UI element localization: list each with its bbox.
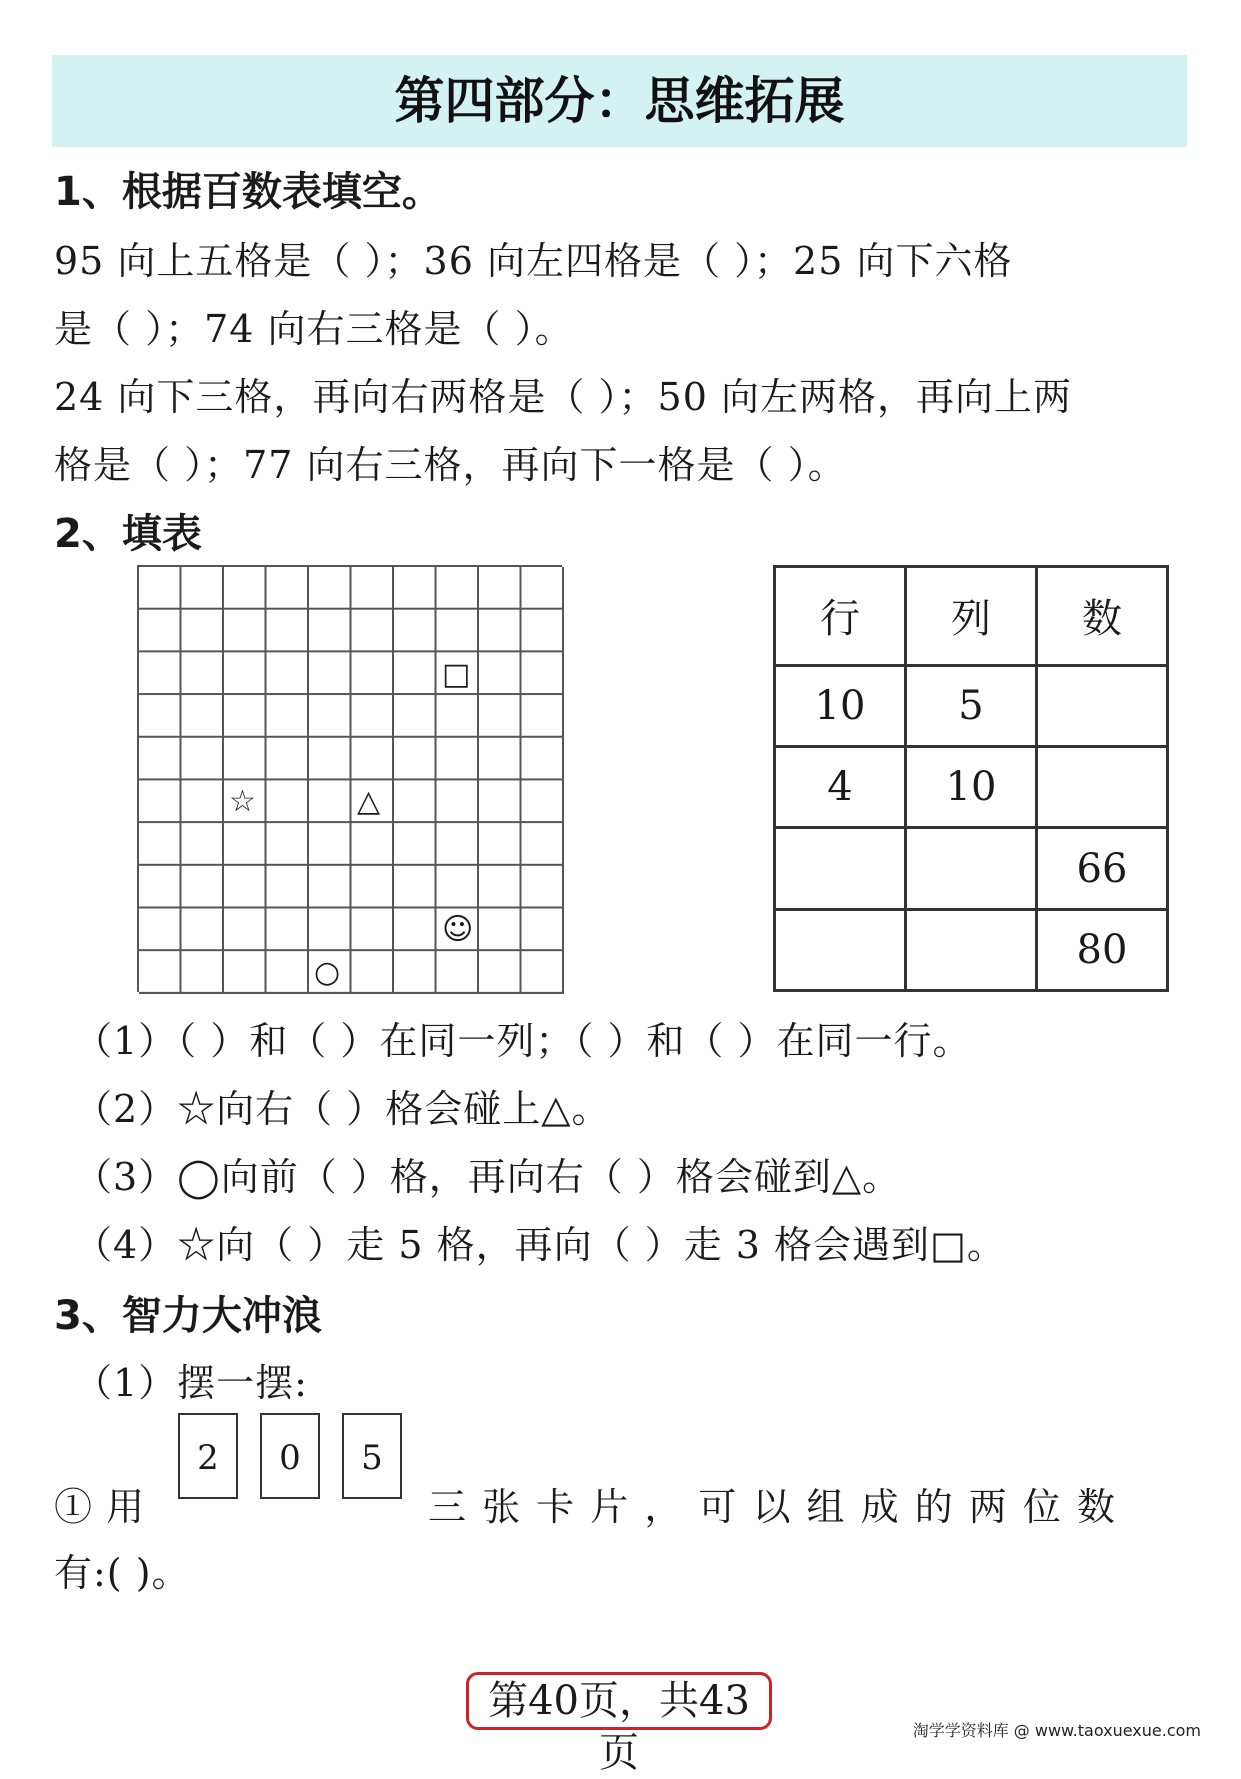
table-cell: 10 [775,665,906,746]
table-cell: 5 [906,665,1037,746]
table-cell [1037,747,1168,828]
circle-symbol: ○ [314,955,341,990]
table-cell: 4 [775,747,906,828]
section-banner: 第四部分：思维拓展 [52,55,1187,147]
q3-heading: 3、智力大冲浪 [54,1293,322,1339]
number-card: 2 [178,1413,238,1499]
table-cell [1037,665,1168,746]
q1-line-2: 是（ ）；74 向右三格是（ ）。 [54,307,574,351]
table-cell: 80 [1037,909,1168,990]
number-card: 5 [342,1413,402,1499]
number-card: 0 [260,1413,320,1499]
square-symbol: □ [442,657,471,692]
table-cell [906,828,1037,909]
table-cell [775,909,906,990]
q1-line-1: 95 向上五格是（ ）；36 向左四格是（ ）；25 向下六格 [54,239,1013,283]
page-indicator: 第40页，共43页 [466,1672,772,1730]
table-cell: 10 [906,747,1037,828]
table-cell: 66 [1037,828,1168,909]
triangle-symbol: △ [357,784,381,819]
header-column: 列 [906,567,1037,666]
q2-item-2: （2）☆向右（ ）格会碰上△。 [74,1087,611,1131]
q1-line-4: 格是（ ）；77 向右三格，再向下一格是（ ）。 [54,443,847,487]
header-number: 数 [1037,567,1168,666]
q3-suffix: 三 张 卡 片 ， 可 以 组 成 的 两 位 数 [428,1485,1117,1529]
q3-line-2: 有:( )。 [54,1551,191,1595]
header-row: 行 [775,567,906,666]
q2-item-3: （3）◯向前（ ）格，再向右（ ）格会碰到△。 [74,1155,902,1199]
q3-prefix: ① 用 [54,1485,146,1529]
smiley-symbol: ☺ [442,912,474,947]
row-column-table [773,565,1169,992]
q1-line-3: 24 向下三格，再向右两格是（ ）；50 向左两格，再向上两 [54,375,1072,419]
watermark-text: 淘学学资料库 @ www.taoxuexue.com [912,1721,1201,1740]
star-symbol: ☆ [229,784,256,819]
table-cell [775,828,906,909]
q2-heading: 2、填表 [54,511,202,557]
table-cell [906,909,1037,990]
q1-heading: 1、根据百数表填空。 [54,169,442,215]
hundred-grid [137,565,562,992]
q2-item-4: （4）☆向（ ）走 5 格，再向（ ）走 3 格会遇到□。 [74,1223,1006,1267]
q3-sub: （1）摆一摆: [74,1361,308,1405]
q2-item-1: （1）（ ）和（ ）在同一列；（ ）和（ ）在同一行。 [74,1019,972,1063]
